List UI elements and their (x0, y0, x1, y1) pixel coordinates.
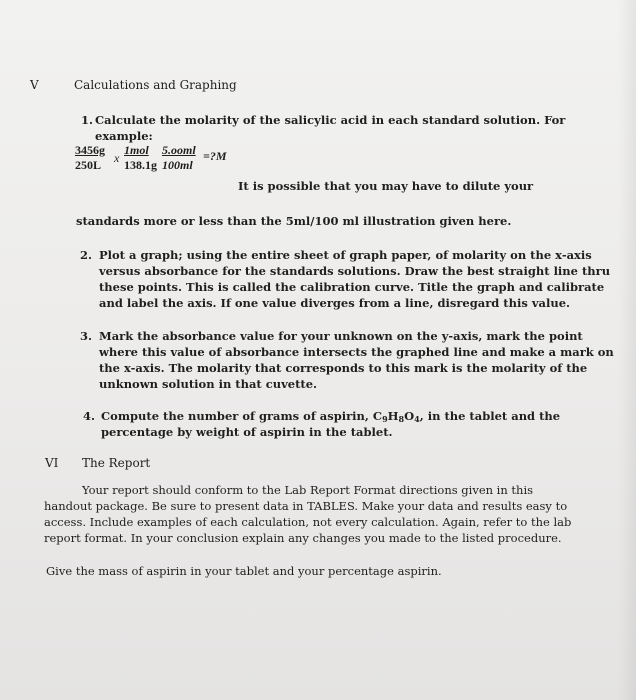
item-2-number: 2. (80, 248, 93, 262)
item-3-number: 3. (80, 329, 93, 343)
item-1-line-2: example: (95, 129, 153, 143)
item-4-line-1-end: , in the tablet and the (419, 409, 561, 423)
page-edge-shadow (618, 0, 636, 700)
formula-fraction-1 (75, 143, 105, 173)
formula-equals-result: =?M (203, 149, 227, 163)
section-v-numeral: V (30, 78, 39, 92)
report-paragraph-line-1: Your report should conform to the Lab Report Format directions given in this (82, 483, 534, 497)
hydrogen-symbol: H (387, 409, 399, 423)
carbon-subscript: 9 (382, 414, 388, 424)
formula-fraction-2-denominator: 138.1g (124, 158, 157, 172)
formula-fraction-2-numerator: 1mol (124, 143, 149, 157)
item-4-number: 4. (83, 409, 96, 423)
report-paragraph-line-2: handout package. Be sure to present data in TABLES. Make your data and results easy to (44, 499, 568, 513)
item-3-line-2: where this value of absorbance intersects the graphed line and make a mark on (99, 345, 614, 359)
item-1-line-3: It is possible that you may have to dilute your (238, 179, 534, 193)
item-2-line-1: Plot a graph; using the entire sheet of graph paper, of molarity on the x-axis (99, 248, 592, 262)
item-1-number: 1. (81, 113, 94, 127)
report-paragraph-line-3: access. Include examples of each calculation, not every calculation. Again, refer to the lab (44, 515, 572, 529)
item-1-line-4: standards more or less than the 5ml/100 ml illustration given here. (76, 214, 512, 228)
formula-fraction-2 (124, 143, 157, 173)
formula-fraction-3 (162, 143, 196, 173)
item-3-line-3: the x-axis. The molarity that corresponds to this mark is the molarity of the (99, 361, 588, 375)
item-4-line-1-start: Compute the number of grams of aspirin, C (101, 409, 383, 423)
oxygen-symbol: O (404, 409, 415, 423)
formula-fraction-1-denominator: 250L (75, 158, 102, 172)
item-2-line-2: versus absorbance for the standards solutions. Draw the best straight line thru (99, 264, 611, 278)
item-3-line-1: Mark the absorbance value for your unknown on the y-axis, mark the point (99, 329, 583, 343)
item-4-line-2: percentage by weight of aspirin in the tablet. (101, 425, 393, 439)
section-vi-numeral: VI (45, 456, 59, 470)
formula-fraction-3-denominator: 100ml (162, 158, 193, 172)
formula-fraction-1-numerator: 3456g (75, 143, 105, 157)
formula-times-sign: x (114, 151, 120, 165)
section-vi-heading: The Report (82, 456, 151, 470)
hydrogen-subscript: 8 (398, 414, 405, 424)
item-2-line-3: these points. This is called the calibration curve. Title the graph and calibrate (99, 280, 605, 294)
report-closing-line: Give the mass of aspirin in your tablet and your percentage aspirin. (46, 564, 442, 578)
item-2-line-4: and label the axis. If one value diverges from a line, disregard this value. (99, 296, 571, 310)
item-1-line-1: Calculate the molarity of the salicylic acid in each standard solution. For (95, 113, 566, 127)
report-paragraph-line-4: report format. In your conclusion explain any changes you made to the listed procedure. (44, 531, 562, 545)
item-3-line-4: unknown solution in that cuvette. (99, 377, 318, 391)
oxygen-subscript: 4 (414, 414, 420, 424)
section-v-heading: Calculations and Graphing (74, 78, 237, 92)
formula-fraction-3-numerator: 5.ooml (162, 143, 196, 157)
